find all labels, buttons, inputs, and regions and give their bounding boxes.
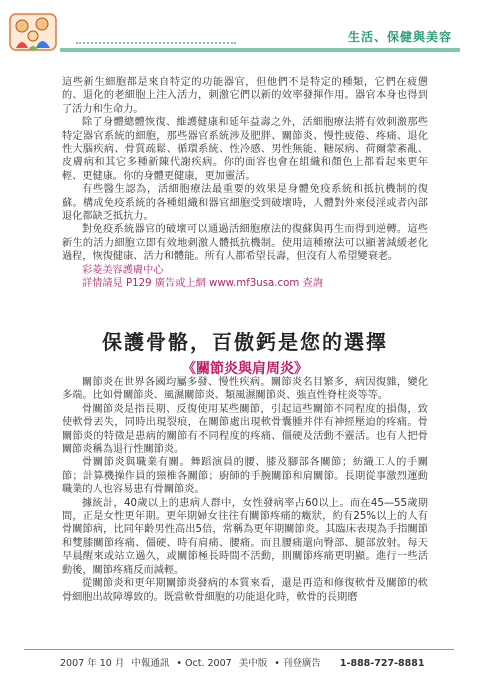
article-1-paragraph: 對免疫系統器官的破壞可以通過活細胞療法的復蘇與再生而得到逆轉。這些新生的活力細胞立即有效地刺激人體抵抗機制。使用這種療法可以顯著減緩老化過程，恢復健康、活力和體能。所有人都希望長壽，但沒有人希望變衰老。	[62, 224, 428, 263]
footer-edition: 美中版	[238, 658, 268, 669]
page-footer	[60, 655, 428, 669]
article-2-paragraph: 骨關節炎與職業有關。舞蹈演員的腰、膝及腳部各關節；紡織工人的手關節；計算機操作員的頸椎各關節；廚師的手腕關節和肩關節。長期從事激烈運動職業的人也容易患有骨關節炎。	[62, 457, 428, 496]
article-1-paragraph: 有些醫生認為，活細胞療法最重要的效果是身體免疫系統和抵抗機制的復蘇。構成免疫系統的各種組織和器官細胞受到破壞時，人體對外來侵淫或者內部退化都缺乏抵抗力。	[62, 184, 428, 223]
footer-month: • Oct. 2007	[176, 658, 232, 669]
footer-ad-label: • 刊登廣告	[274, 658, 321, 669]
article-1-paragraph: 這些新生細胞都是來自特定的功能器官，但他們不是特定的種類，它們在疲憊的、退化的老細胞上注入活力，刺激它們以新的效率發揮作用。器官本身也得到了活力和生命力。	[62, 77, 428, 115]
section-title: 生活、保健與美容	[347, 30, 452, 44]
header-dots	[76, 42, 236, 46]
article-2-subtitle: 《關節炎與肩周炎》	[182, 361, 308, 377]
footer-rule	[24, 649, 454, 650]
page-header	[0, 0, 478, 58]
family-logo-icon	[8, 8, 58, 54]
ad-sponsor: 彩菱美容護膚中心	[82, 264, 164, 276]
footer-phone: 1-888-727-8881	[339, 658, 425, 669]
article-2-paragraph: 據統計，40歲以上的患病人群中，女性發病率占60以上。而在45—55歲期間，正是女性更年期。更年期婦女往往有關節疼痛的癥狀，約有25%以上的人有骨關節病，比同年齡男性高出5倍，常稱為更年期關節炎。其臨床表現為手指關節和雙膝關節疼痛、僵硬、時有肩痛、腰痛。而且腰痛還向臀部、腿部放射。每天早晨醒來或站立過久，或關節極長時間不活動，則關節疼痛更明顯。進行一些活動後，關節疼痛反而減輕。	[62, 497, 428, 576]
ad-link-text[interactable]: 詳情請見 P129 廣告或上網 www.mf3usa.com 查詢	[82, 278, 323, 290]
article-1	[62, 76, 428, 291]
article-1-paragraph: 除了身體總體恢復、維護健康和延年益壽之外，活細胞療法將有效刺激那些特定器官系統的細胞，那些器官系統涉及肥胖、關節炎、慢性疲倦、疼痛、退化性大腦疾病、骨質疏鬆、循環系統、性冷感、男性無能、糖尿病、荷爾蒙紊亂、皮膚病和其它多種新陳代謝疾病。你的面容也會在組織和顏色上都看起來更年輕、更健康。你的身體更健康，更加靈活。	[62, 117, 428, 182]
header-rule	[60, 48, 460, 52]
article-2	[62, 376, 428, 604]
footer-date: 2007 年 10 月	[60, 658, 125, 669]
article-2-title: 保護骨骼，百傲鈣是您的選擇	[102, 330, 388, 354]
article-2-paragraph: 骨關節炎是指長期、反復使用某些關節，引起這些關節不同程度的損傷，致使軟骨丟失，同時出現裂痕，在關節處出現軟骨囊腫并伴有神經壓迫的疼痛。骨關節炎的特徵是患病的關節有不同程度的疼痛、僵硬及活動不靈活。也有人把骨關節炎稱為退行性關節炎。	[62, 403, 428, 456]
footer-publication: 中報通訊	[131, 658, 170, 669]
article-2-paragraph: 從關節炎和更年期關節炎發病的本質來看，還是再造和修復軟骨及關節的軟骨細胞出故障導致的。既當軟骨細胞的功能退化時，軟骨的長期磨	[62, 578, 428, 603]
article-2-paragraph: 關節炎在世界各國均屬多發、慢性疾病。關節炎名目繁多，病因復雜，變化多端。比如骨關節炎、風濕關節炎、類風濕關節炎、強直性脊柱炎等等。	[62, 377, 428, 402]
